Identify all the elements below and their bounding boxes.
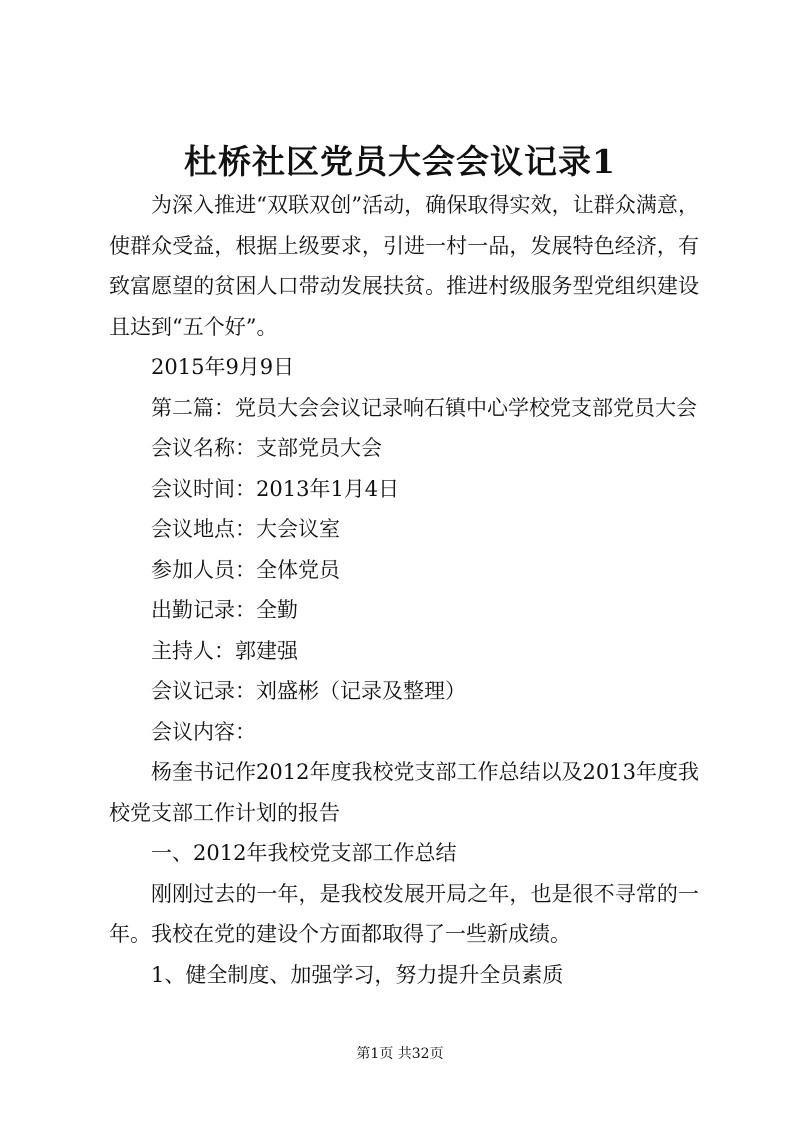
paragraph-recorder: 会议记录：刘盛彬（记录及整理） — [151, 679, 466, 703]
paragraph-meeting-time: 会议时间：2013年1月4日 — [151, 476, 400, 501]
paragraph-report: 杨奎书记作2012年度我校党支部工作总结以及2013年度我校党支部工作计划的报告 — [109, 760, 699, 825]
paragraph-attendees: 参加人员：全体党员 — [151, 557, 340, 582]
paragraph-section-two-heading: 第二篇：党员大会会议记录响石镇中心学校党支部党员大会 — [151, 395, 697, 420]
paragraph-summary-heading: 一、2012年我校党支部工作总结 — [151, 841, 457, 865]
paragraph-meeting-location: 会议地点：大会议室 — [151, 517, 340, 541]
document-body — [109, 185, 699, 995]
paragraph-meeting-content-label: 会议内容： — [151, 719, 256, 744]
paragraph-intro: 为深入推进“双联双创”活动，确保取得实效，让群众满意，使群众受益，根据上级要求，引进一村一品，发展特色经济，有致富愿望的贫困人口带动发展扶贫。推进村级服务型党组织建设且达到“五个好”。 — [109, 193, 699, 339]
page-footer: 第1页 共32页 — [356, 1046, 444, 1062]
paragraph-item-one: 1、健全制度、加强学习，努力提升全员素质 — [151, 962, 564, 987]
document-title: 杜桥社区党员大会会议记录1 — [184, 142, 616, 181]
paragraph-meeting-name: 会议名称：支部党员大会 — [151, 436, 382, 460]
paragraph-date: 2015年9月9日 — [151, 355, 295, 379]
paragraph-attendance-record: 出勤记录：全勤 — [151, 598, 298, 622]
paragraph-summary-body: 刚刚过去的一年，是我校发展开局之年，也是很不寻常的一年。我校在党的建设个方面都取得了一些新成绩。 — [109, 881, 699, 946]
paragraph-host: 主持人：郭建强 — [151, 638, 298, 663]
